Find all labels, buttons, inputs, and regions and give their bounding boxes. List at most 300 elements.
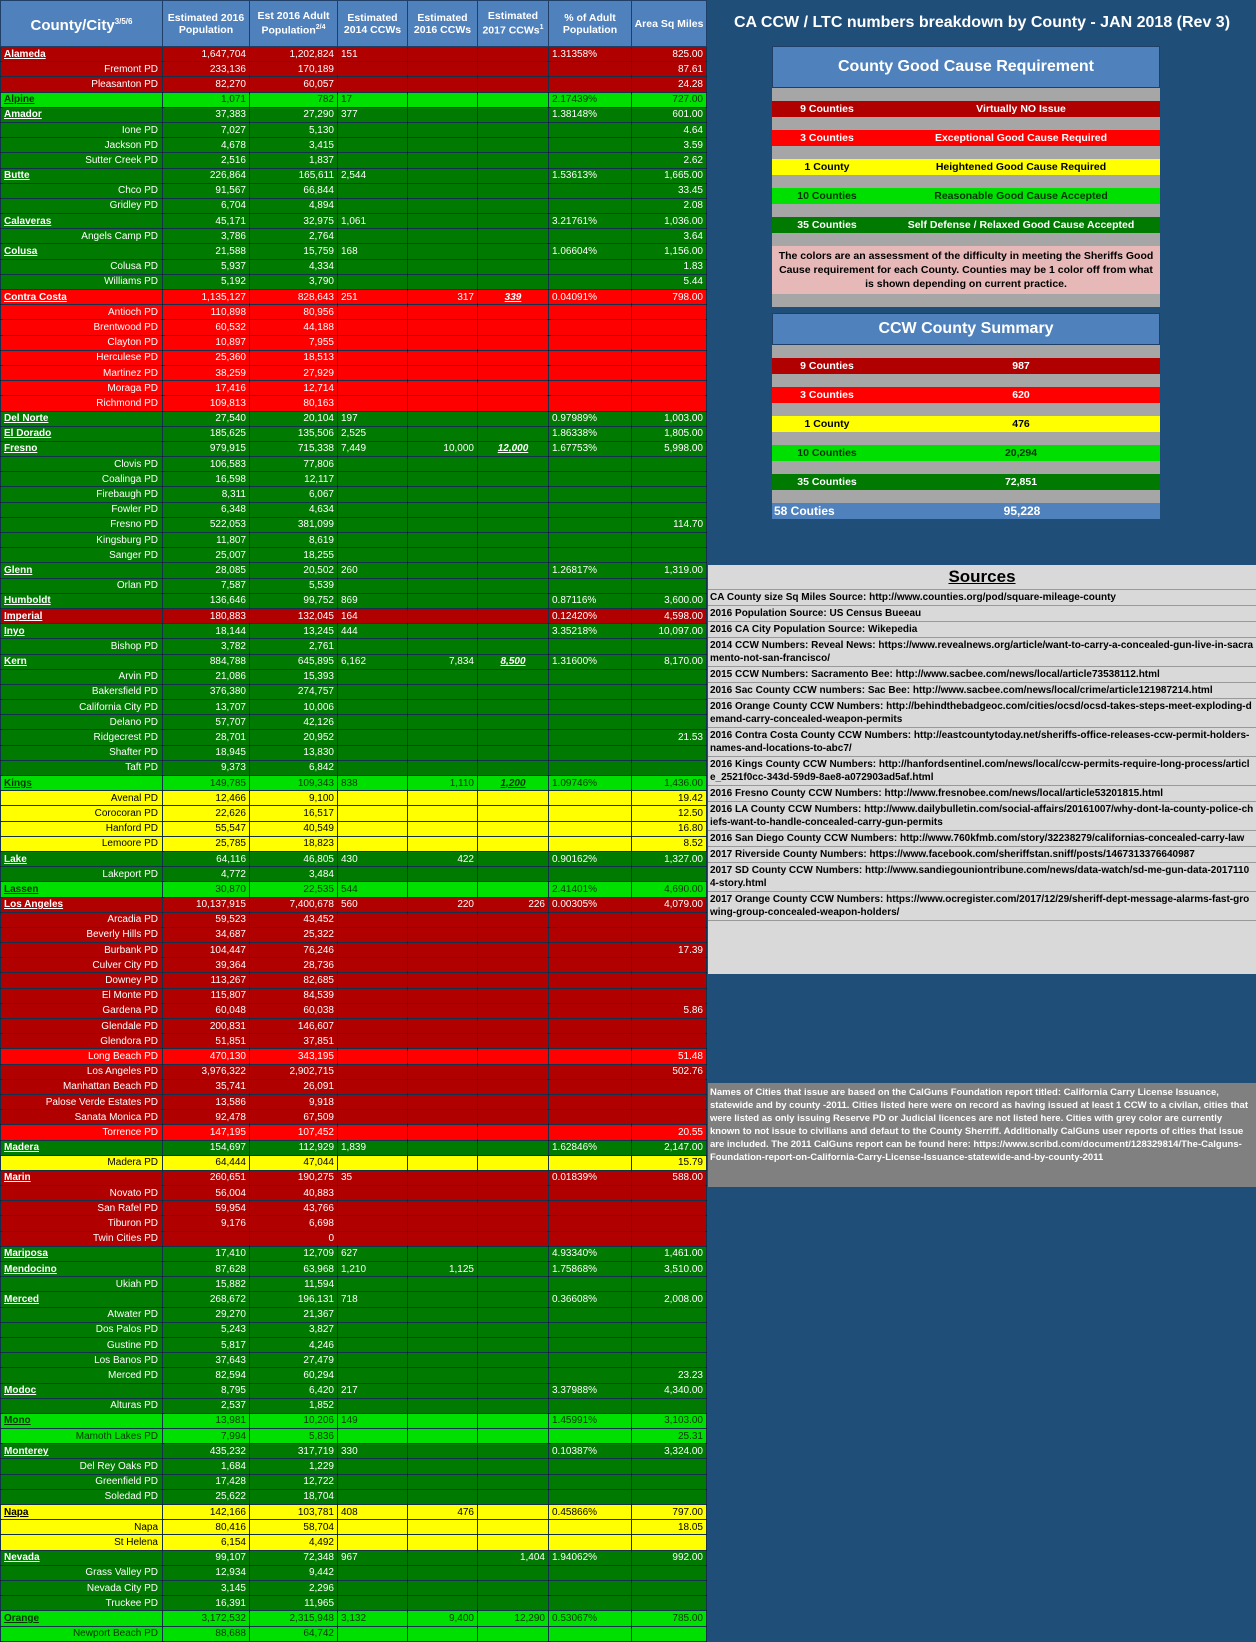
row-name: Glenn (1, 563, 163, 578)
row-population: 34,687 (163, 927, 250, 942)
row-ccw-2017: 8,500 (478, 654, 549, 669)
row-area (632, 1596, 707, 1611)
row-area: 87.61 (632, 62, 707, 77)
row-ccw-2017 (478, 259, 549, 274)
row-population: 2,537 (163, 1398, 250, 1413)
county-row (1, 624, 707, 639)
row-ccw-2014 (338, 1398, 408, 1413)
row-percent (549, 1277, 632, 1292)
row-population: 979,915 (163, 441, 250, 456)
row-ccw-2014 (338, 1125, 408, 1140)
city-row (1, 1155, 707, 1170)
row-adult-population: 1,852 (250, 1398, 338, 1413)
row-ccw-2017 (478, 608, 549, 623)
county-row (1, 92, 707, 107)
row-ccw-2014 (338, 259, 408, 274)
row-area: 25.31 (632, 1429, 707, 1444)
row-ccw-2014 (338, 1535, 408, 1550)
row-percent (549, 77, 632, 92)
source-item: 2016 Fresno County CCW Numbers: http://www.fresnobee.com/news/local/article53201815.html (708, 786, 1256, 802)
row-adult-population: 37,851 (250, 1034, 338, 1049)
row-name: Humboldt (1, 593, 163, 608)
row-ccw-2016 (408, 1170, 478, 1185)
city-row (1, 943, 707, 958)
county-row (1, 1140, 707, 1155)
row-ccw-2017 (478, 1262, 549, 1277)
row-name: Nevada City PD (1, 1580, 163, 1595)
divider (772, 374, 1160, 387)
row-adult-population: 6,698 (250, 1216, 338, 1231)
row-population: 21,086 (163, 669, 250, 684)
county-row (1, 244, 707, 259)
row-ccw-2014: 7,449 (338, 441, 408, 456)
row-adult-population: 196,131 (250, 1292, 338, 1307)
city-row (1, 457, 707, 472)
city-row (1, 229, 707, 244)
row-area: 727.00 (632, 92, 707, 107)
city-row (1, 958, 707, 973)
row-ccw-2017 (478, 973, 549, 988)
row-percent: 1.86338% (549, 426, 632, 441)
city-row (1, 548, 707, 563)
row-ccw-2014 (338, 943, 408, 958)
row-population: 106,583 (163, 457, 250, 472)
row-population: 56,004 (163, 1186, 250, 1201)
county-row (1, 1383, 707, 1398)
row-name: Torrence PD (1, 1125, 163, 1140)
row-percent: 1.75868% (549, 1262, 632, 1277)
row-ccw-2016 (408, 457, 478, 472)
row-name: Alturas PD (1, 1398, 163, 1413)
summary-value: 987 (1012, 360, 1030, 372)
row-name: Madera PD (1, 1155, 163, 1170)
county-row (1, 1413, 707, 1428)
row-name: Inyo (1, 624, 163, 639)
row-ccw-2014: 1,061 (338, 214, 408, 229)
row-population: 1,135,127 (163, 290, 250, 305)
divider (772, 88, 1160, 101)
row-ccw-2017 (478, 1398, 549, 1413)
row-population: 18,945 (163, 745, 250, 760)
row-percent (549, 988, 632, 1003)
row-adult-population: 40,883 (250, 1186, 338, 1201)
county-row (1, 608, 707, 623)
summary-total-row (772, 503, 1160, 519)
city-row (1, 381, 707, 396)
row-ccw-2016 (408, 411, 478, 426)
row-name: Alameda (1, 47, 163, 62)
row-ccw-2014: 3,132 (338, 1611, 408, 1626)
city-row (1, 745, 707, 760)
row-population: 200,831 (163, 1019, 250, 1034)
row-name: Lemoore PD (1, 836, 163, 851)
row-adult-population: 40,549 (250, 821, 338, 836)
row-area (632, 1626, 707, 1641)
city-row (1, 927, 707, 942)
row-ccw-2017 (478, 1110, 549, 1125)
summary-count: 9 Counties (800, 360, 854, 372)
row-adult-population: 4,894 (250, 198, 338, 213)
row-population: 12,466 (163, 791, 250, 806)
row-ccw-2016 (408, 274, 478, 289)
row-name: Ukiah PD (1, 1277, 163, 1292)
row-ccw-2016 (408, 700, 478, 715)
row-percent (549, 669, 632, 684)
row-population: 3,782 (163, 639, 250, 654)
row-area (632, 1231, 707, 1246)
row-area (632, 548, 707, 563)
row-ccw-2017 (478, 1049, 549, 1064)
row-population: 226,864 (163, 168, 250, 183)
row-area (632, 1201, 707, 1216)
row-ccw-2014 (338, 183, 408, 198)
row-adult-population: 76,246 (250, 943, 338, 958)
row-ccw-2016 (408, 62, 478, 77)
row-area: 1,461.00 (632, 1246, 707, 1261)
source-item: 2016 Sac County CCW numbers: Sac Bee: http://www.sacbee.com/news/local/crime/article121987214.html (708, 683, 1256, 699)
row-area: 17.39 (632, 943, 707, 958)
row-area (632, 305, 707, 320)
row-area: 2.62 (632, 153, 707, 168)
row-ccw-2016 (408, 77, 478, 92)
summary-value: 620 (1012, 389, 1030, 401)
row-ccw-2014: 2,544 (338, 168, 408, 183)
row-ccw-2014: 149 (338, 1413, 408, 1428)
city-row (1, 1216, 707, 1231)
row-ccw-2017 (478, 320, 549, 335)
row-percent: 1.38148% (549, 107, 632, 122)
row-adult-population: 13,245 (250, 624, 338, 639)
row-adult-population: 12,714 (250, 381, 338, 396)
row-ccw-2014 (338, 1520, 408, 1535)
row-ccw-2014 (338, 760, 408, 775)
county-row (1, 168, 707, 183)
row-population: 64,116 (163, 851, 250, 866)
row-ccw-2016 (408, 1353, 478, 1368)
row-percent: 0.10387% (549, 1444, 632, 1459)
row-name: Shafter PD (1, 745, 163, 760)
row-percent (549, 760, 632, 775)
row-ccw-2014 (338, 927, 408, 942)
row-ccw-2016 (408, 1201, 478, 1216)
city-row (1, 1520, 707, 1535)
row-area (632, 1398, 707, 1413)
row-area: 4,340.00 (632, 1383, 707, 1398)
row-percent: 0.36608% (549, 1292, 632, 1307)
row-adult-population: 9,100 (250, 791, 338, 806)
row-adult-population: 2,761 (250, 639, 338, 654)
city-row (1, 533, 707, 548)
row-percent (549, 1049, 632, 1064)
row-name: Delano PD (1, 715, 163, 730)
row-percent: 1.09746% (549, 776, 632, 791)
row-ccw-2014 (338, 77, 408, 92)
row-ccw-2014: 967 (338, 1550, 408, 1565)
row-population: 260,651 (163, 1170, 250, 1185)
row-ccw-2017 (478, 867, 549, 882)
row-ccw-2016 (408, 1246, 478, 1261)
row-ccw-2016 (408, 684, 478, 699)
row-area (632, 1535, 707, 1550)
good-cause-count: 10 Counties (797, 190, 857, 202)
row-population: 3,976,322 (163, 1064, 250, 1079)
row-percent (549, 806, 632, 821)
row-population: 4,678 (163, 138, 250, 153)
row-ccw-2017 (478, 47, 549, 62)
row-ccw-2017 (478, 1079, 549, 1094)
row-adult-population: 6,420 (250, 1383, 338, 1398)
row-adult-population: 66,844 (250, 183, 338, 198)
row-area (632, 487, 707, 502)
city-row (1, 1322, 707, 1337)
row-percent (549, 365, 632, 380)
row-area (632, 1565, 707, 1580)
row-population: 29,270 (163, 1307, 250, 1322)
row-ccw-2017 (478, 487, 549, 502)
row-ccw-2016 (408, 1094, 478, 1109)
row-ccw-2016 (408, 92, 478, 107)
row-name: Newport Beach PD (1, 1626, 163, 1641)
row-ccw-2014 (338, 1322, 408, 1337)
row-name: Mono (1, 1413, 163, 1428)
row-ccw-2014: 197 (338, 411, 408, 426)
row-adult-population: 63,968 (250, 1262, 338, 1277)
row-ccw-2016 (408, 335, 478, 350)
row-adult-population: 18,823 (250, 836, 338, 851)
row-ccw-2014 (338, 821, 408, 836)
row-ccw-2017 (478, 684, 549, 699)
city-row (1, 1535, 707, 1550)
row-adult-population: 828,643 (250, 290, 338, 305)
row-percent (549, 578, 632, 593)
city-row (1, 639, 707, 654)
row-adult-population: 80,956 (250, 305, 338, 320)
city-row (1, 791, 707, 806)
row-percent: 1.45991% (549, 1413, 632, 1428)
row-ccw-2016 (408, 1155, 478, 1170)
row-adult-population: 109,343 (250, 776, 338, 791)
row-percent (549, 1474, 632, 1489)
city-row (1, 77, 707, 92)
row-area (632, 1307, 707, 1322)
row-area: 2,008.00 (632, 1292, 707, 1307)
row-ccw-2014 (338, 1049, 408, 1064)
row-name: Taft PD (1, 760, 163, 775)
city-row (1, 1231, 707, 1246)
summary-row (772, 387, 1160, 403)
row-adult-population: 782 (250, 92, 338, 107)
row-ccw-2016 (408, 1626, 478, 1641)
row-ccw-2016 (408, 229, 478, 244)
row-ccw-2014 (338, 396, 408, 411)
row-percent (549, 1110, 632, 1125)
row-percent (549, 1565, 632, 1580)
row-percent: 0.45866% (549, 1505, 632, 1520)
row-area: 24.28 (632, 77, 707, 92)
row-ccw-2016 (408, 745, 478, 760)
row-adult-population: 42,126 (250, 715, 338, 730)
row-ccw-2014: 718 (338, 1292, 408, 1307)
row-name: Greenfield PD (1, 1474, 163, 1489)
row-name: Manhattan Beach PD (1, 1079, 163, 1094)
row-ccw-2017 (478, 274, 549, 289)
summary-value: 20,294 (1004, 447, 1038, 459)
row-ccw-2017 (478, 214, 549, 229)
row-ccw-2014 (338, 973, 408, 988)
row-percent (549, 502, 632, 517)
row-ccw-2014 (338, 122, 408, 137)
row-ccw-2016 (408, 1049, 478, 1064)
row-percent: 1.67753% (549, 441, 632, 456)
row-percent (549, 1079, 632, 1094)
row-population: 17,428 (163, 1474, 250, 1489)
row-adult-population: 26,091 (250, 1079, 338, 1094)
row-percent (549, 1368, 632, 1383)
row-area (632, 912, 707, 927)
good-cause-row (772, 217, 1160, 233)
row-ccw-2014 (338, 1079, 408, 1094)
calguns-notes: Names of Cities that issue are based on the CalGuns Foundation report titled: California Carry License Issuance, statewide and by county -2011. Cities listed here were on record as having issued at least 1 CCW to a civilan, cities that were listed as only issuing Reserve PD or Judicial licences are not listed here. Cities with grey color are currently known to not issue to civilians and defaut to the County Sherriff. Additionally CalGuns user reports of cities that issue are included. The 2011 CalGuns report can be found here: https://www.scribd.com/document/128329814/The-Calguns-Foundation-report-on-California-Carry-License-Issuance-statewide-and-by-county-2011 (708, 1083, 1256, 1187)
row-ccw-2017 (478, 472, 549, 487)
row-adult-population: 4,334 (250, 259, 338, 274)
row-ccw-2017 (478, 517, 549, 532)
row-percent (549, 153, 632, 168)
row-ccw-2016 (408, 1580, 478, 1595)
row-name: Truckee PD (1, 1596, 163, 1611)
row-name: Fresno (1, 441, 163, 456)
row-adult-population: 11,594 (250, 1277, 338, 1292)
row-ccw-2014 (338, 1474, 408, 1489)
row-name: Contra Costa (1, 290, 163, 305)
color-note: The colors are an assessment of the difficulty in meeting the Sheriffs Good Cause requirement for each County. Counties may be 1 color off from what is shown depending on current practice. (772, 246, 1160, 294)
row-ccw-2017 (478, 1565, 549, 1580)
county-row (1, 107, 707, 122)
row-ccw-2017 (478, 1429, 549, 1444)
row-name: Glendale PD (1, 1019, 163, 1034)
row-name: Dos Palos PD (1, 1322, 163, 1337)
row-ccw-2017 (478, 943, 549, 958)
row-population: 149,785 (163, 776, 250, 791)
row-name: Alpine (1, 92, 163, 107)
row-adult-population: 3,415 (250, 138, 338, 153)
row-ccw-2014: 260 (338, 563, 408, 578)
row-area (632, 335, 707, 350)
row-name: Monterey (1, 1444, 163, 1459)
row-ccw-2017: 12,000 (478, 441, 549, 456)
row-name: St Helena (1, 1535, 163, 1550)
row-area: 1,036.00 (632, 214, 707, 229)
row-adult-population: 9,442 (250, 1565, 338, 1580)
divider (772, 117, 1160, 130)
city-row (1, 1474, 707, 1489)
county-row (1, 426, 707, 441)
divider (772, 175, 1160, 188)
row-area: 1,319.00 (632, 563, 707, 578)
divider (772, 146, 1160, 159)
header-county-city: County/City$^{3/5/6}$ (1, 1, 163, 47)
row-ccw-2017 (478, 882, 549, 897)
row-percent (549, 396, 632, 411)
row-population: 1,647,704 (163, 47, 250, 62)
row-ccw-2017 (478, 988, 549, 1003)
row-ccw-2014: 560 (338, 897, 408, 912)
source-item: 2016 Contra Costa County CCW Numbers: http://eastcountytoday.net/sheriffs-office-releases-ccw-permit-holders-names-and-locations-to-abc7/ (708, 728, 1256, 757)
row-adult-population: 2,764 (250, 229, 338, 244)
row-percent (549, 487, 632, 502)
city-row (1, 259, 707, 274)
sources-list (708, 590, 1256, 921)
row-population: 17,416 (163, 381, 250, 396)
row-ccw-2014: 251 (338, 290, 408, 305)
row-adult-population: 190,275 (250, 1170, 338, 1185)
city-row (1, 274, 707, 289)
row-name: Martinez PD (1, 365, 163, 380)
row-percent (549, 927, 632, 942)
county-row (1, 1611, 707, 1626)
row-population: 37,643 (163, 1353, 250, 1368)
row-ccw-2016 (408, 168, 478, 183)
row-population: 10,897 (163, 335, 250, 350)
row-ccw-2016 (408, 153, 478, 168)
city-row (1, 320, 707, 335)
row-percent (549, 350, 632, 365)
sources-title: Sources (708, 565, 1256, 590)
divider (772, 490, 1160, 503)
row-percent (549, 183, 632, 198)
row-ccw-2016: 9,400 (408, 1611, 478, 1626)
row-ccw-2016 (408, 1596, 478, 1611)
row-area (632, 1216, 707, 1231)
row-name: Soledad PD (1, 1489, 163, 1504)
row-population: 115,807 (163, 988, 250, 1003)
row-adult-population: 107,452 (250, 1125, 338, 1140)
row-name: Palose Verde Estates PD (1, 1094, 163, 1109)
row-ccw-2016 (408, 1307, 478, 1322)
row-area (632, 958, 707, 973)
row-name: Downey PD (1, 973, 163, 988)
row-area (632, 669, 707, 684)
summary-count: 1 County (804, 418, 850, 430)
row-ccw-2016 (408, 1003, 478, 1018)
row-ccw-2017 (478, 1580, 549, 1595)
row-name: Gridley PD (1, 198, 163, 213)
row-percent (549, 1155, 632, 1170)
row-name: Sanger PD (1, 548, 163, 563)
row-percent (549, 1094, 632, 1109)
sources-block (708, 565, 1256, 974)
row-ccw-2016 (408, 1110, 478, 1125)
row-ccw-2016: 317 (408, 290, 478, 305)
row-percent (549, 305, 632, 320)
row-adult-population: 80,163 (250, 396, 338, 411)
row-adult-population: 5,539 (250, 578, 338, 593)
row-ccw-2016 (408, 107, 478, 122)
row-adult-population: 5,836 (250, 1429, 338, 1444)
row-ccw-2016 (408, 502, 478, 517)
row-area: 4,598.00 (632, 608, 707, 623)
header-pop2016: Estimated 2016 Population (163, 1, 250, 47)
city-row (1, 821, 707, 836)
row-ccw-2014 (338, 1094, 408, 1109)
row-population: 59,523 (163, 912, 250, 927)
divider (772, 294, 1160, 307)
source-item: 2016 Population Source: US Census Bueeau (708, 606, 1256, 622)
row-population: 91,567 (163, 183, 250, 198)
row-name: Amador (1, 107, 163, 122)
row-ccw-2017 (478, 1231, 549, 1246)
row-population: 113,267 (163, 973, 250, 988)
row-percent: 1.53613% (549, 168, 632, 183)
